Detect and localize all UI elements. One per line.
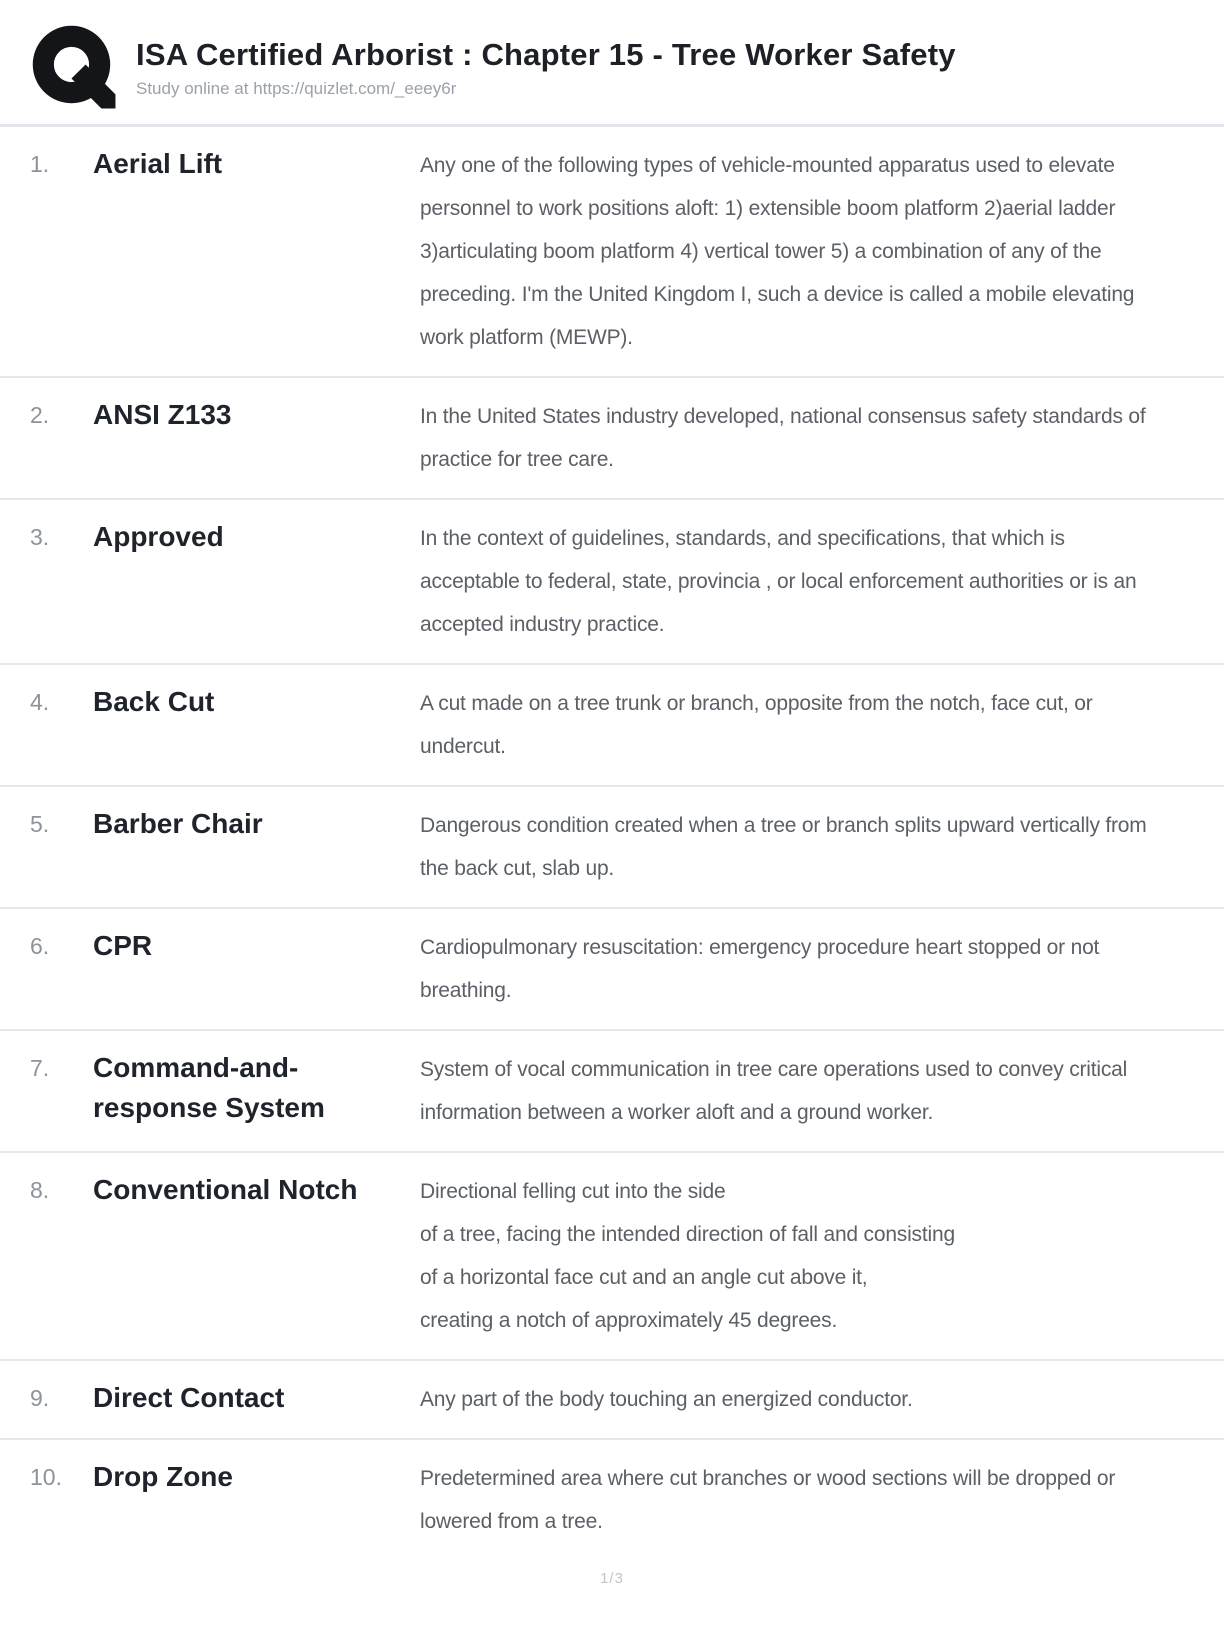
term-title: Direct Contact — [93, 1382, 285, 1413]
term-row — [0, 663, 1224, 785]
term-number: 5. — [30, 811, 50, 837]
study-online-prefix: Study online at — [136, 79, 254, 99]
term-definition: Any part of the body touching an energized conductor. — [420, 1388, 913, 1411]
term-row — [0, 1029, 1224, 1151]
term-title: Aerial Lift — [93, 148, 223, 179]
term-number: 2. — [30, 402, 50, 428]
term-definition: Any one of the following types of vehicle-mounted apparatus used to elevate personnel to work positions aloft: 1) extensible boom platform 2)aerial ladder 3)articulating boom platform 4) vertical tower 5) a combination of any of the preceding. I'm the United Kingdom I, such a device is called a mobile elevating work platform (MEWP). — [420, 154, 1135, 349]
term-row — [0, 1438, 1224, 1560]
page-title: ISA Certified Arborist : Chapter 15 - Tree Worker Safety — [136, 36, 956, 72]
term-title: ANSI Z133 — [93, 399, 232, 430]
term-title: CPR — [93, 930, 153, 961]
term-title: Conventional Notch — [93, 1174, 358, 1205]
page-indicator: 1/3 — [600, 1570, 624, 1587]
term-number: 7. — [30, 1055, 50, 1081]
term-title: Drop Zone — [93, 1461, 233, 1492]
term-title: Barber Chair — [93, 808, 263, 839]
term-definition: Directional felling cut into the side of a tree, facing the intended direction of fall and consisting of a horizontal face cut and an angle cut above it, creating a notch of approximately 45 degrees. — [420, 1180, 955, 1332]
term-row — [0, 907, 1224, 1029]
term-number: 9. — [30, 1385, 50, 1411]
term-number: 1. — [30, 151, 50, 177]
term-definition: Cardiopulmonary resuscitation: emergency procedure heart stopped or not breathing. — [420, 936, 1100, 1002]
term-row — [0, 785, 1224, 907]
terms-list — [0, 127, 1224, 1560]
term-number: 3. — [30, 524, 50, 550]
term-definition: In the United States industry developed, national consensus safety standards of practice for tree care. — [420, 405, 1146, 471]
study-link[interactable]: https://quizlet.com/_eeey6r — [253, 79, 457, 99]
header-text — [136, 37, 956, 100]
page-footer — [0, 1560, 1224, 1634]
term-title: Command-and-response System — [93, 1052, 325, 1123]
page-header — [0, 0, 1224, 127]
term-number: 10. — [30, 1464, 62, 1490]
term-number: 4. — [30, 689, 50, 715]
quizlet-q-icon — [30, 24, 120, 112]
term-definition: Dangerous condition created when a tree or branch splits upward vertically from the back cut, slab up. — [420, 814, 1147, 880]
term-row — [0, 127, 1224, 376]
term-row — [0, 376, 1224, 498]
term-number: 6. — [30, 933, 50, 959]
term-definition: System of vocal communication in tree care operations used to convey critical information between a worker aloft and a ground worker. — [420, 1058, 1128, 1124]
term-definition: In the context of guidelines, standards, and specifications, that which is acceptable to federal, state, provincia , or local enforcement authorities or is an accepted industry practice. — [420, 527, 1137, 636]
term-row — [0, 498, 1224, 663]
study-online-text — [136, 79, 956, 99]
term-title: Approved — [93, 521, 224, 552]
term-number: 8. — [30, 1177, 50, 1203]
term-title: Back Cut — [93, 686, 215, 717]
term-row — [0, 1151, 1224, 1359]
term-definition: A cut made on a tree trunk or branch, opposite from the notch, face cut, or undercut. — [420, 692, 1093, 758]
term-definition: Predetermined area where cut branches or wood sections will be dropped or lowered from a tree. — [420, 1467, 1116, 1533]
term-row — [0, 1359, 1224, 1438]
